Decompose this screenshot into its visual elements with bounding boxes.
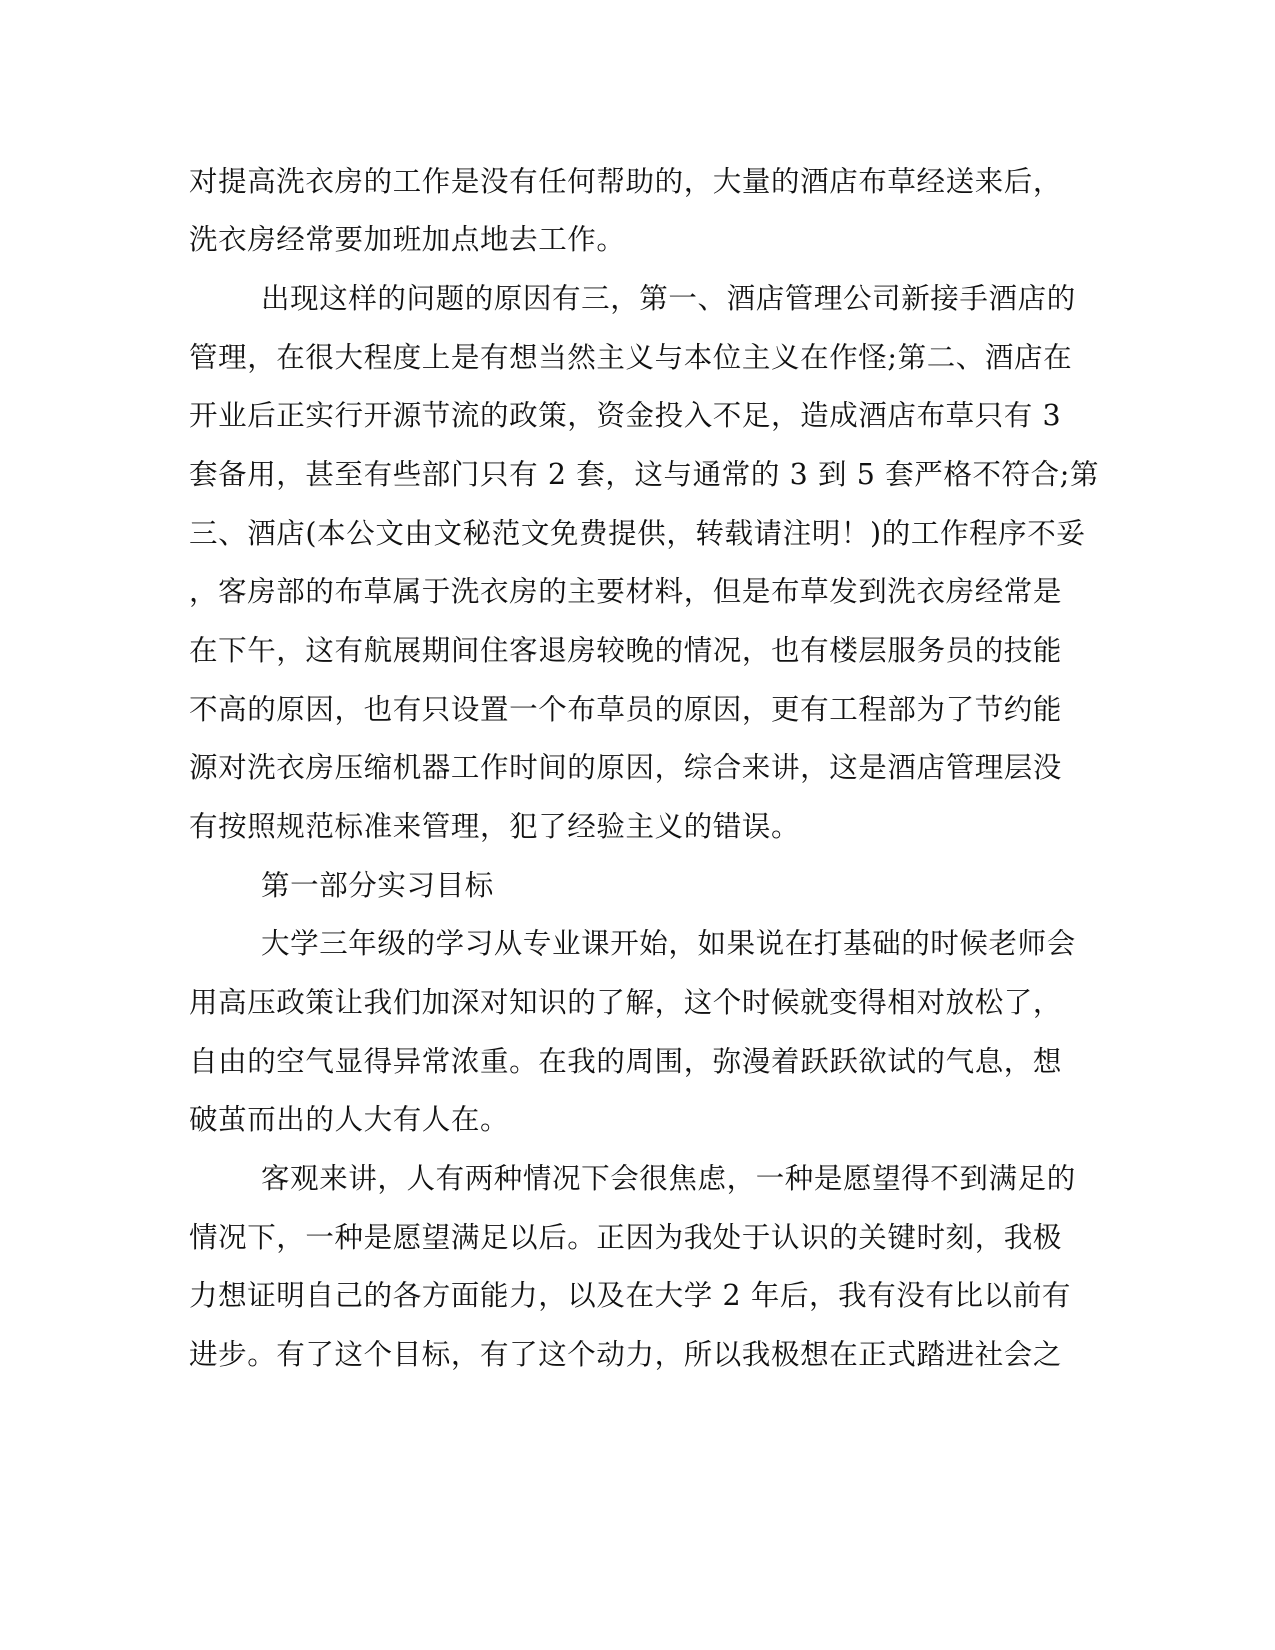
text-line-2: 洗衣房经常要加班加点地去工作。: [189, 223, 626, 256]
text-line-3: 出现这样的问题的原因有三，第一、酒店管理公司新接手酒店的: [261, 282, 1076, 315]
text-line-4: 管理，在很大程度上是有想当然主义与本位主义在作怪;第二、酒店在: [189, 341, 1073, 374]
text-line-7: 三、酒店(本公文由文秘范文免费提供，转载请注明！)的工作程序不妥: [189, 517, 1086, 550]
text-line-17: 破茧而出的人大有人在。: [189, 1103, 510, 1136]
text-line-6: 套备用，甚至有些部门只有 2 套，这与通常的 3 到 5 套严格不符合;第: [189, 458, 1100, 491]
section-heading: 第一部分实习目标: [261, 869, 494, 902]
text-line-18: 客观来讲，人有两种情况下会很焦虑，一种是愿望得不到满足的: [261, 1162, 1076, 1195]
text-line-19: 情况下，一种是愿望满足以后。正因为我处于认识的关键时刻，我极: [189, 1221, 1063, 1254]
text-line-9: 在下午，这有航展期间住客退房较晚的情况，也有楼层服务员的技能: [189, 634, 1063, 667]
text-line-11: 源对洗衣房压缩机器工作时间的原因，综合来讲，这是酒店管理层没: [189, 751, 1063, 784]
text-line-21: 进步。有了这个目标，有了这个动力，所以我极想在正式踏进社会之: [189, 1338, 1063, 1371]
text-line-1: 对提高洗衣房的工作是没有任何帮助的，大量的酒店布草经送来后，: [189, 165, 1063, 198]
text-line-14: 大学三年级的学习从专业课开始，如果说在打基础的时候老师会: [261, 927, 1076, 960]
text-line-5: 开业后正实行开源节流的政策，资金投入不足，造成酒店布草只有 3: [189, 399, 1062, 432]
text-line-20: 力想证明自己的各方面能力，以及在大学 2 年后，我有没有比以前有: [189, 1279, 1071, 1312]
text-line-16: 自由的空气显得异常浓重。在我的周围，弥漫着跃跃欲试的气息，想: [189, 1045, 1063, 1078]
text-line-15: 用高压政策让我们加深对知识的了解，这个时候就变得相对放松了，: [189, 986, 1063, 1019]
text-line-8: ，客房部的布草属于洗衣房的主要材料，但是布草发到洗衣房经常是: [189, 575, 1063, 608]
text-line-12: 有按照规范标准来管理，犯了经验主义的错误。: [189, 810, 801, 843]
text-line-10: 不高的原因，也有只设置一个布草员的原因，更有工程部为了节约能: [189, 693, 1063, 726]
